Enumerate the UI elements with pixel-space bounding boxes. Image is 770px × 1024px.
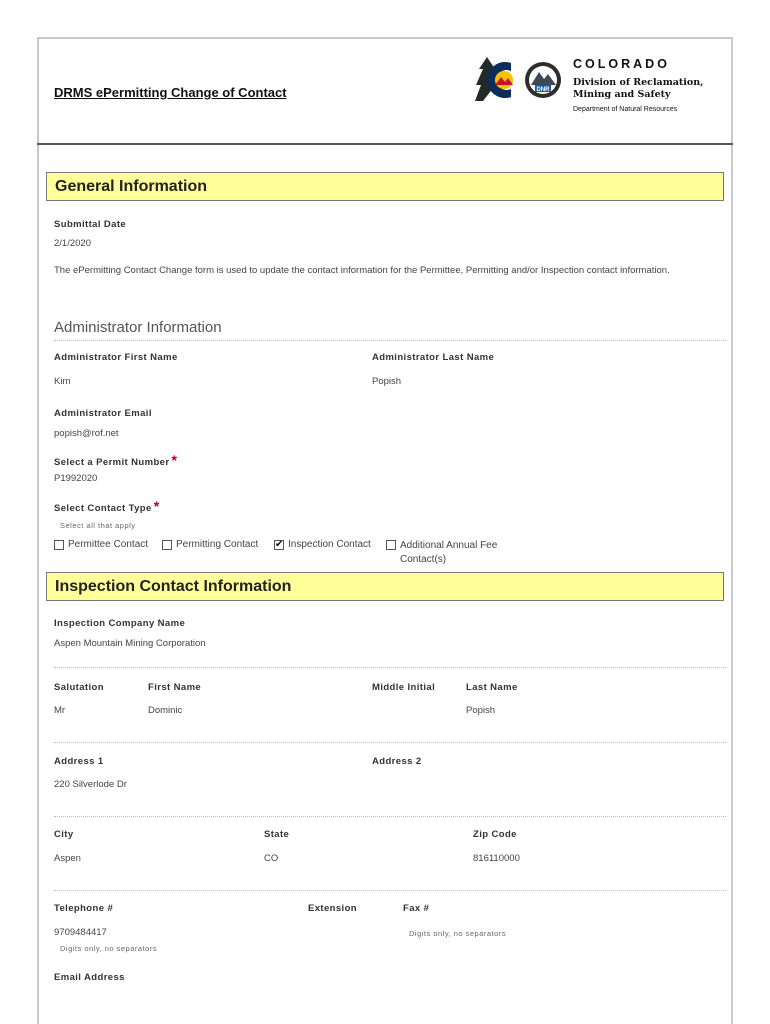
inspection-company-value[interactable]: Aspen Mountain Mining Corporation <box>54 638 206 649</box>
checkbox-label: Permittee Contact <box>68 539 149 550</box>
dnr-seal-text: DNR <box>536 87 550 93</box>
state-value[interactable]: CO <box>264 853 279 864</box>
last-name-label: Last Name <box>466 682 518 693</box>
contact-type-label-text: Select Contact Type <box>54 503 152 514</box>
checkbox-inspection-contact[interactable] <box>274 539 371 550</box>
city-label: City <box>54 829 74 840</box>
email-address-label: Email Address <box>54 972 125 983</box>
telephone-hint: Digits only, no separators <box>60 944 158 953</box>
divider <box>54 816 726 817</box>
city-value[interactable]: Aspen <box>54 853 81 864</box>
zip-code-label: Zip Code <box>473 829 517 840</box>
logo-division-line1: Division of Reclamation, <box>573 77 704 88</box>
address-1-label: Address 1 <box>54 756 104 767</box>
fax-hint: Digits only, no separators <box>409 929 507 938</box>
telephone-value[interactable]: 9709484417 <box>54 927 107 938</box>
logo-division-line2: Mining and Safety <box>573 89 671 100</box>
contact-type-hint: Select all that apply <box>60 521 136 530</box>
administrator-information-heading: Administrator Information <box>54 319 222 336</box>
permit-number-label <box>54 452 177 468</box>
logo-department: Department of Natural Resources <box>573 106 678 113</box>
last-name-value[interactable]: Popish <box>466 705 496 716</box>
first-name-label: First Name <box>148 682 202 693</box>
form-title: DRMS ePermitting Change of Contact <box>54 85 287 100</box>
checkbox-additional-annual-fee-contact[interactable] <box>386 539 516 567</box>
required-asterisk: * <box>171 452 178 468</box>
checkbox-permittee-contact[interactable] <box>54 539 148 550</box>
address-1-value[interactable]: 220 Silverlode Dr <box>54 779 127 790</box>
middle-initial-label: Middle Initial <box>372 682 436 693</box>
form-description: The ePermitting Contact Change form is used to update the contact information for the Permittee, Permitting and/or Inspection contact information. <box>54 265 670 276</box>
checkbox-label: Permitting Contact <box>176 539 259 550</box>
checkbox-label: Inspection Contact <box>288 539 371 550</box>
checkbox-box[interactable] <box>162 540 172 550</box>
admin-last-name-value[interactable]: Popish <box>372 376 402 387</box>
divider <box>54 340 726 341</box>
inspection-company-label: Inspection Company Name <box>54 618 186 629</box>
section-inspection-contact-information: Inspection Contact Information <box>46 572 724 601</box>
address-2-label: Address 2 <box>372 756 422 767</box>
divider <box>54 890 726 891</box>
state-label: State <box>264 829 290 840</box>
submittal-date-label: Submittal Date <box>54 219 127 230</box>
admin-first-name-value[interactable]: Kim <box>54 376 71 387</box>
first-name-value[interactable]: Dominic <box>148 705 183 716</box>
submittal-date-value[interactable]: 2/1/2020 <box>54 238 91 249</box>
colorado-logo-icon <box>473 55 571 105</box>
permit-number-label-text: Select a Permit Number <box>54 457 170 468</box>
telephone-label: Telephone # <box>54 903 114 914</box>
admin-email-label: Administrator Email <box>54 408 152 419</box>
section-general-information: General Information <box>46 172 724 201</box>
admin-email-value[interactable]: popish@rof.net <box>54 428 119 439</box>
logo-wordmark: COLORADO <box>573 57 670 71</box>
admin-last-name-label: Administrator Last Name <box>372 352 495 363</box>
salutation-label: Salutation <box>54 682 104 693</box>
contact-type-label <box>54 498 160 514</box>
divider <box>54 667 726 668</box>
checkbox-permitting-contact[interactable] <box>162 539 258 550</box>
form-header <box>37 39 733 145</box>
extension-label: Extension <box>308 903 357 914</box>
salutation-value[interactable]: Mr <box>54 705 66 716</box>
zip-code-value[interactable]: 816110000 <box>473 853 520 864</box>
permit-number-value[interactable]: P1992020 <box>54 473 98 484</box>
fax-label: Fax # <box>403 903 430 914</box>
divider <box>54 742 726 743</box>
contact-type-options <box>54 537 524 567</box>
checkbox-box[interactable] <box>386 540 396 550</box>
checkmark-icon[interactable]: ✔ <box>275 539 284 550</box>
admin-first-name-label: Administrator First Name <box>54 352 178 363</box>
checkbox-label: Additional Annual Fee Contact(s) <box>400 540 498 565</box>
checkbox-box[interactable] <box>54 540 64 550</box>
colorado-drms-logo <box>473 55 718 119</box>
required-asterisk: * <box>153 498 160 514</box>
